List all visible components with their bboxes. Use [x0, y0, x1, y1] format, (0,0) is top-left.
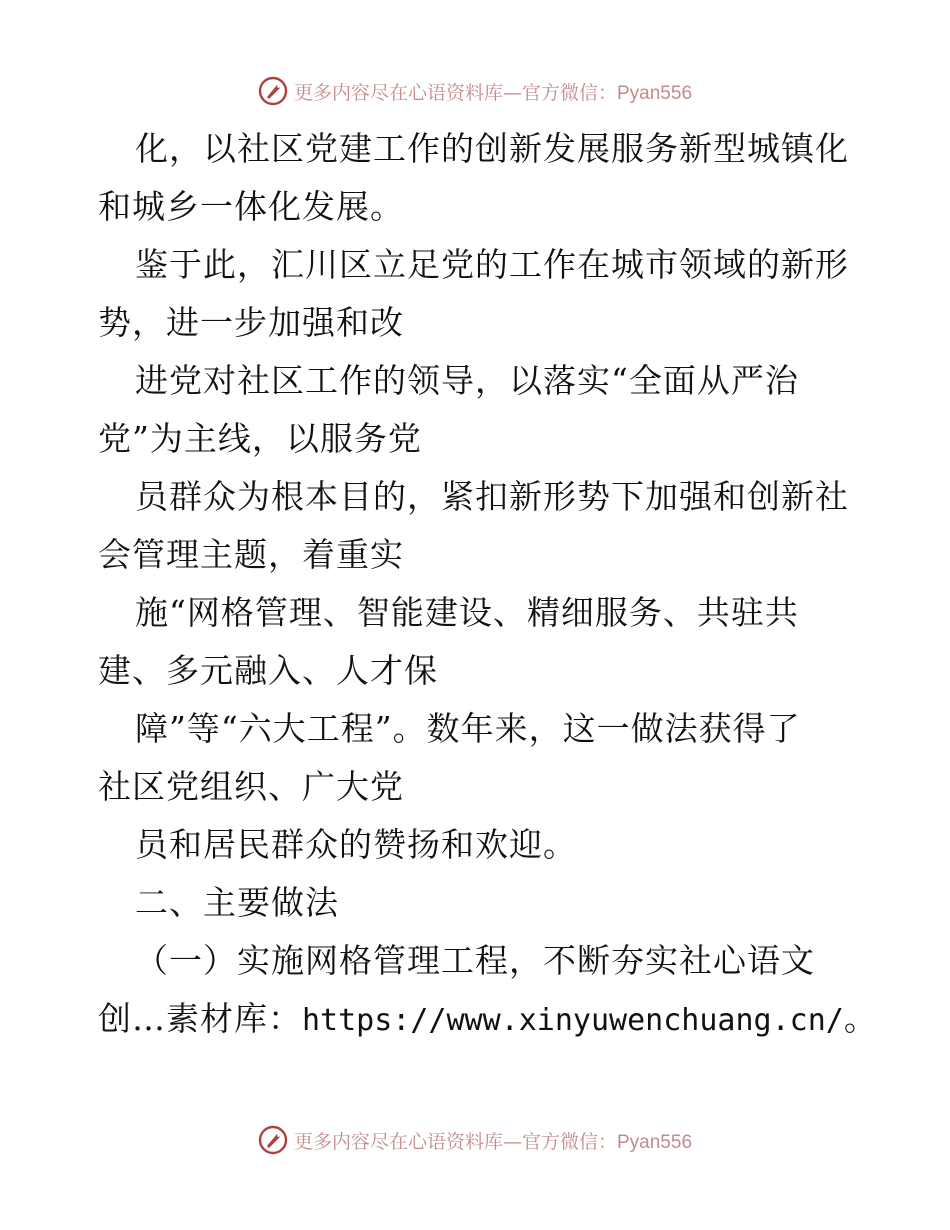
watermark-handle: Pyan556: [617, 82, 693, 104]
document-body: [98, 120, 878, 1048]
section-heading: 二、主要做法: [135, 883, 339, 922]
pen-nib-seal-icon: [258, 1125, 288, 1155]
pen-nib-seal-icon: [258, 76, 288, 106]
watermark-text: 更多内容尽在心语资料库—官方微信：Pyan556: [293, 1130, 693, 1153]
text-line: 化，以社区党建工作的创新发展服务新型城镇化: [135, 129, 849, 168]
text-line: 员和居民群众的赞扬和欢迎。: [135, 825, 577, 864]
text-line: 员群众为根本目的，紧扣新形势下加强和创新社: [135, 477, 849, 516]
watermark-handle: Pyan556: [617, 1131, 693, 1153]
text-line: 建、多元融入、人才保: [98, 651, 438, 690]
text-line: 会管理主题，着重实: [98, 535, 404, 574]
url-prefix: 创…素材库：: [98, 999, 302, 1038]
text-line: 和城乡一体化发展。: [98, 187, 404, 226]
text-line: （一）实施网格管理工程，不断夯实社心语文: [135, 941, 815, 980]
text-line-with-url: [98, 990, 878, 1048]
text-line: 施“网格管理、智能建设、精细服务、共驻共: [135, 593, 799, 632]
text-line: 势，进一步加强和改: [98, 303, 404, 342]
footer-watermark: [0, 1120, 950, 1160]
url-suffix: 。: [843, 999, 878, 1038]
text-line: 党”为主线，以服务党: [98, 419, 422, 458]
watermark-text: 更多内容尽在心语资料库—官方微信：Pyan556: [293, 81, 693, 104]
source-url: https://www.xinyuwenchuang.cn/: [302, 1003, 844, 1038]
text-line: 鉴于此，汇川区立足党的工作在城市领域的新形: [135, 245, 849, 284]
text-line: 进党对社区工作的领导，以落实“全面从严治: [135, 361, 799, 400]
text-line: 社区党组织、广大党: [98, 767, 404, 806]
text-line: 障”等“六大工程”。数年来，这一做法获得了: [135, 709, 801, 748]
header-watermark: [0, 71, 950, 111]
